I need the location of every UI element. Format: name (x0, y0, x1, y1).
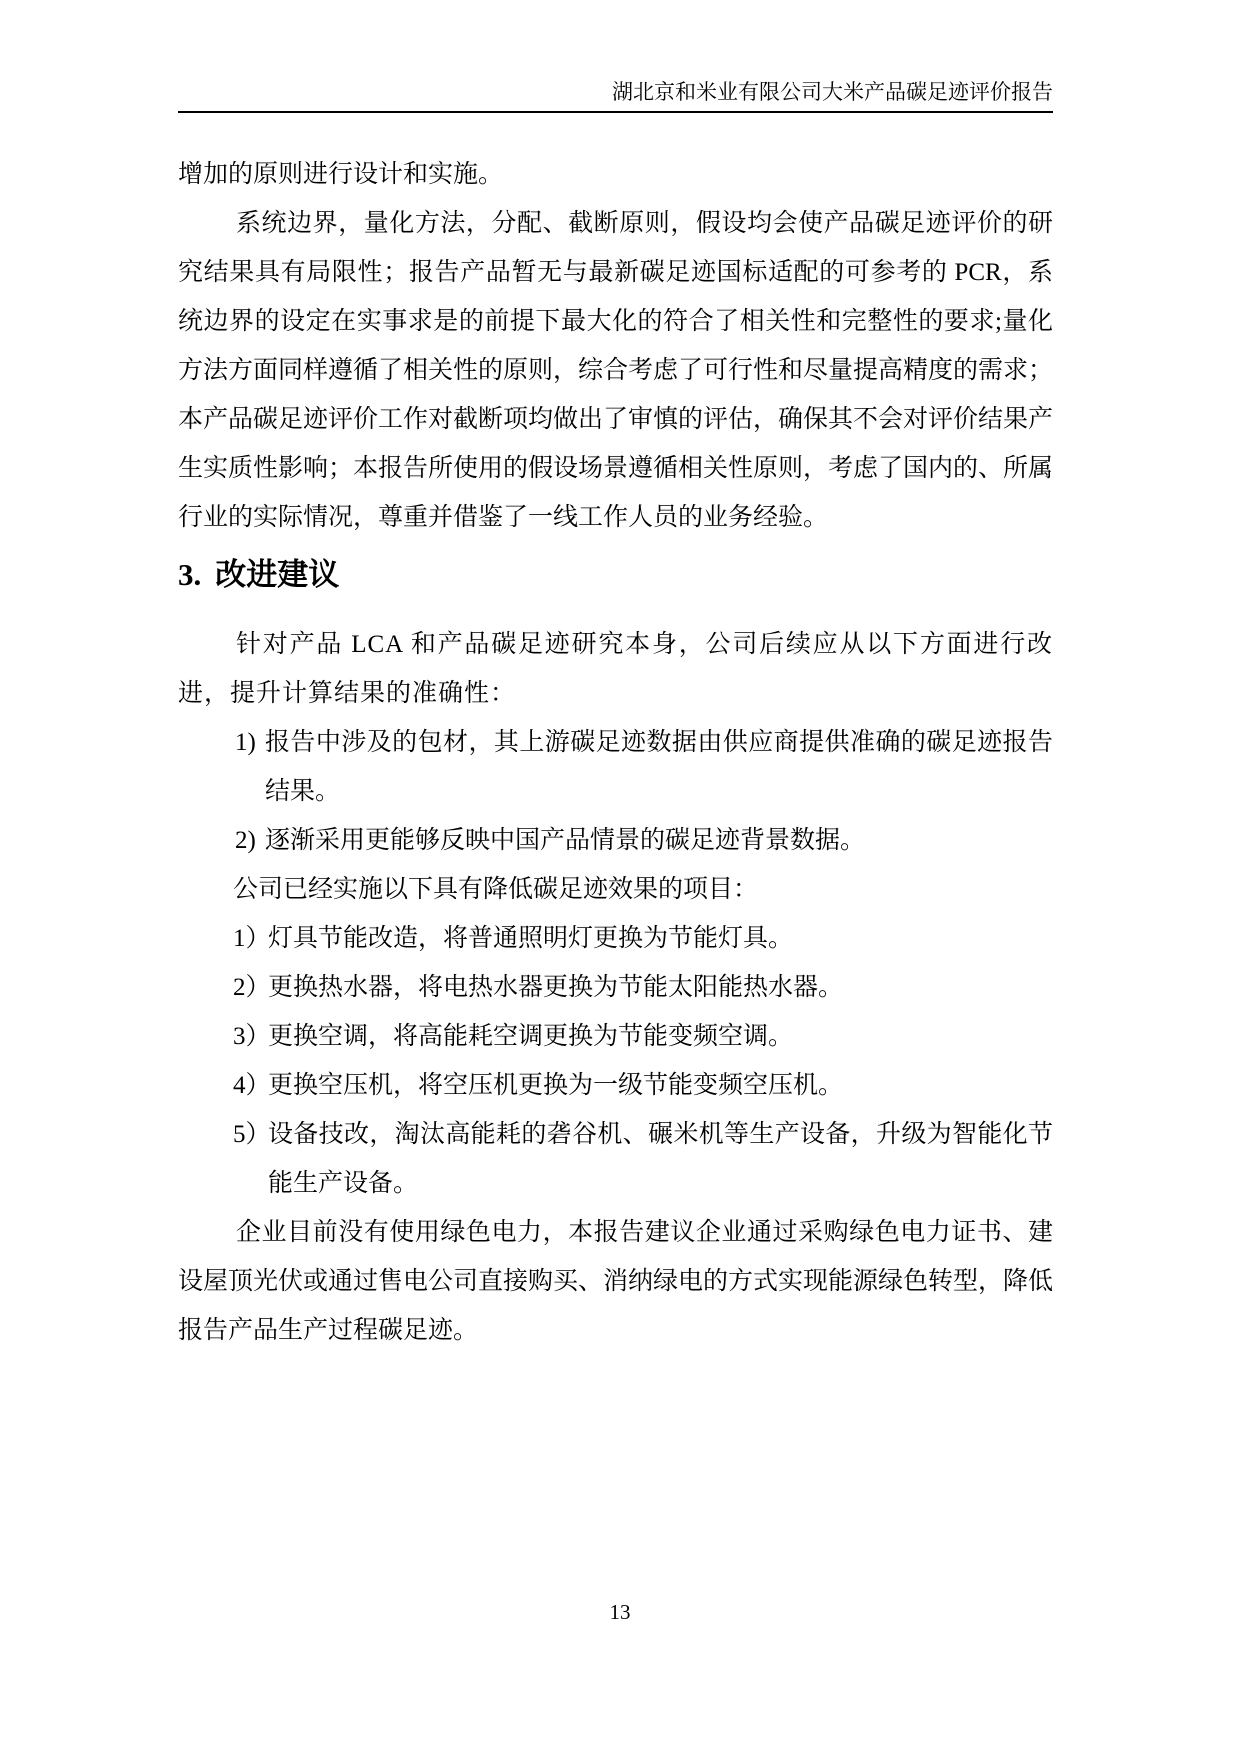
paragraph-projects-intro: 公司已经实施以下具有降低碳足迹效果的项目： (233, 876, 759, 903)
list-item-number: 3） (233, 1023, 271, 1050)
projects-list (178, 914, 1053, 1208)
paragraph-continuation: 增加的原则进行设计和实施。 (178, 161, 504, 188)
section-heading-title: 改进建议 (215, 557, 340, 592)
list-item-text: 更换热水器，将电热水器更换为节能太阳能热水器。 (268, 974, 844, 1001)
list-item (178, 1061, 1053, 1110)
list-item (178, 914, 1053, 963)
list-item (178, 963, 1053, 1012)
list-item-text: 报告中涉及的包材，其上游碳足迹数据由供应商提供准确的碳足迹报告结果。 (265, 729, 1053, 805)
list-item-text: 设备技改，淘汰高能耗的砻谷机、碾米机等生产设备，升级为智能化节能生产设备。 (268, 1121, 1053, 1197)
list-item-number: 1) (235, 729, 256, 756)
list-item-number: 2) (235, 827, 256, 854)
page-footer (0, 1598, 1240, 1626)
page-number: 13 (609, 1600, 631, 1624)
list-item (178, 816, 1053, 865)
list-item-number: 2） (233, 974, 271, 1001)
paragraph-improvement-intro: 针对产品 LCA 和产品碳足迹研究本身，公司后续应从以下方面进行改进，提升计算结果的准确性： (178, 631, 1053, 707)
list-item-number: 5） (233, 1121, 271, 1148)
paragraph-system-boundary: 系统边界，量化方法，分配、截断原则，假设均会使产品碳足迹评价的研究结果具有局限性；报告产品暂无与最新碳足迹国标适配的可参考的 PCR，系统边界的设定在实事求是的前提下最大化的符合了相关性和完整性的要求;量化方法方面同样遵循了相关性的原则，综合考虑了可行性和尽量提高精度的需求；本产品碳足迹评价工作对截断项均做出了审慎的评估，确保其不会对评价结果产生实质性影响；本报告所使用的假设场景遵循相关性原则，考虑了国内的、所属行业的实际情况，尊重并借鉴了一线工作人员的业务经验。 (178, 210, 1054, 531)
improvement-list (178, 718, 1053, 865)
section-heading-number: 3. (178, 557, 202, 592)
list-item (178, 1110, 1053, 1208)
list-item-number: 4） (233, 1072, 271, 1099)
list-item-text: 灯具节能改造，将普通照明灯更换为节能灯具。 (268, 925, 794, 952)
list-item (178, 718, 1053, 816)
document-body (178, 150, 1053, 1355)
section-heading (178, 552, 1053, 598)
list-item-text: 更换空压机，将空压机更换为一级节能变频空压机。 (268, 1072, 844, 1099)
list-item (178, 1012, 1053, 1061)
list-item-text: 更换空调，将高能耗空调更换为节能变频空调。 (268, 1023, 794, 1050)
list-item-number: 1） (233, 925, 271, 952)
list-item-text: 逐渐采用更能够反映中国产品情景的碳足迹背景数据。 (265, 827, 866, 854)
header-title: 湖北京和米业有限公司大米产品碳足迹评价报告 (612, 80, 1053, 104)
paragraph-green-power: 企业目前没有使用绿色电力，本报告建议企业通过采购绿色电力证书、建设屋顶光伏或通过售电公司直接购买、消纳绿电的方式实现能源绿色转型，降低报告产品生产过程碳足迹。 (178, 1219, 1054, 1344)
page-header (178, 78, 1053, 113)
